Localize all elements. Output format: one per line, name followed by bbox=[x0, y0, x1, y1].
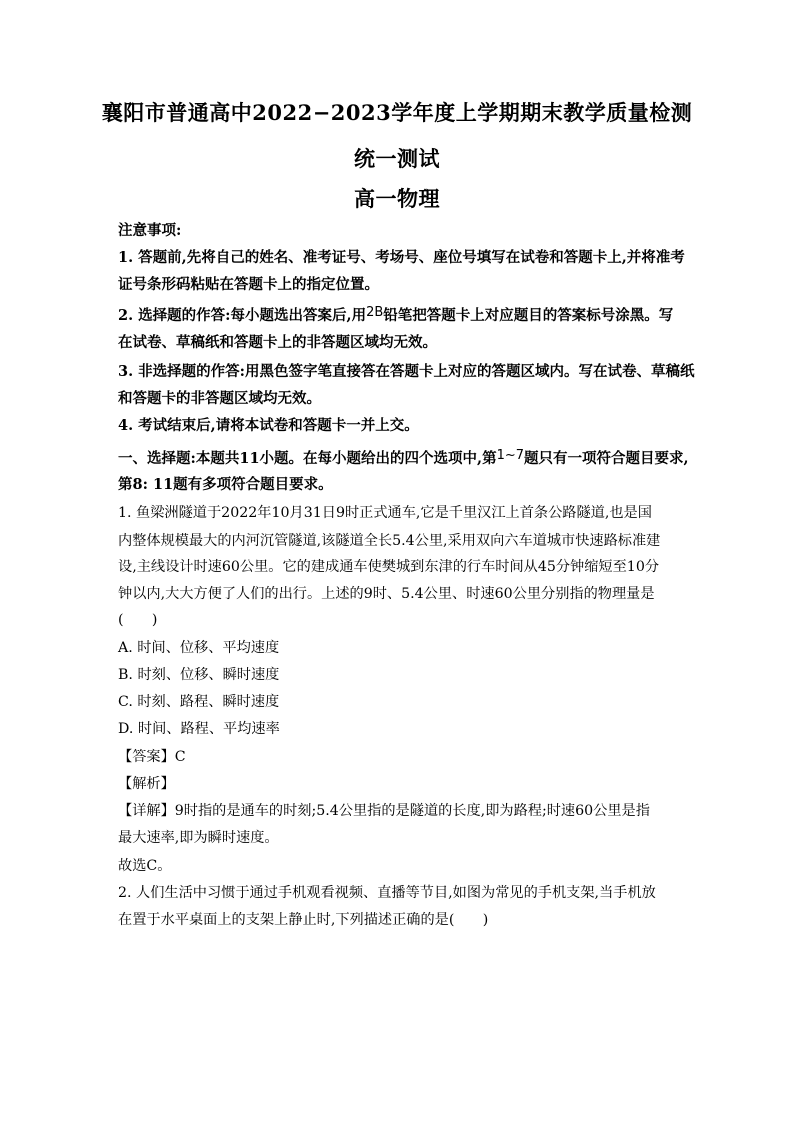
q1-line-1: 1. 鱼梁洲隧道于2022年10月31日9时正式通车,它是千里汉江上首条公路隧道,也是国 bbox=[118, 505, 652, 521]
pencil-grade: 2B bbox=[366, 305, 384, 320]
q1-conclusion: 故选C。 bbox=[118, 858, 172, 874]
section-1-note: 第8: 11题有多项符合题目要求。 bbox=[118, 476, 333, 493]
q1-option-b: B. 时刻、位移、瞬时速度 bbox=[118, 667, 280, 683]
q1-analysis-label: 【解析】 bbox=[118, 776, 175, 792]
q1-detail-1: 【详解】9时指的是通车的时刻;5.4公里指的是隧道的长度,即为路程;时速60公里是指 bbox=[118, 803, 650, 819]
q1-option-c: C. 时刻、路程、瞬时速度 bbox=[118, 694, 280, 710]
section-1-range: 1~7 bbox=[496, 448, 525, 463]
q1-option-d: D. 时间、路程、平均速率 bbox=[118, 721, 280, 737]
notice-heading: 注意事项: bbox=[118, 222, 182, 239]
section-1-post: 题只有一项符合题目要求, bbox=[524, 450, 689, 467]
q1-detail-2: 最大速率,即为瞬时速度。 bbox=[118, 830, 279, 846]
exam-subject: 高一物理 bbox=[354, 186, 440, 211]
section-1-pre: 一、选择题:本题共11小题。在每小题给出的四个选项中,第 bbox=[118, 450, 497, 467]
notice-item-1b: 证号条形码粘贴在答题卡上的指定位置。 bbox=[118, 276, 379, 293]
notice-item-4: 4. 考试结束后,请将本试卷和答题卡一并上交。 bbox=[118, 417, 419, 434]
q1-paren: ( ) bbox=[118, 612, 158, 628]
exam-subtitle: 统一测试 bbox=[354, 146, 440, 171]
q1-answer: 【答案】C bbox=[118, 749, 186, 765]
q2-line-1: 2. 人们生活中习惯于通过手机观看视频、直播等节目,如图为常见的手机支架,当手机放 bbox=[118, 885, 656, 901]
notice-item-3b: 和答题卡的非答题区域均无效。 bbox=[118, 390, 321, 407]
notice-item-2-pre: 2. 选择题的作答:每小题选出答案后,用 bbox=[118, 307, 367, 324]
exam-title: 襄阳市普通高中2022−2023学年度上学期期末教学质量检测 bbox=[101, 100, 693, 125]
notice-item-1a: 1. 答题前,先将自己的姓名、准考证号、考场号、座位号填写在试卷和答题卡上,并将准考 bbox=[118, 249, 685, 266]
q1-line-4: 钟以内,大大方便了人们的出行。上述的9时、5.4公里、时速60公里分别指的物理量是 bbox=[118, 586, 655, 602]
q1-option-a: A. 时间、位移、平均速度 bbox=[118, 640, 280, 656]
q1-line-3: 设,主线设计时速60公里。它的建成通车使樊城到东津的行车时间从45分钟缩短至10分 bbox=[118, 559, 660, 575]
section-1-intro bbox=[118, 449, 689, 470]
q2-line-2: 在置于水平桌面上的支架上静止时,下列描述正确的是( ) bbox=[118, 912, 489, 928]
notice-item-3a: 3. 非选择题的作答:用黑色签字笔直接答在答题卡上对应的答题区域内。写在试卷、草稿纸 bbox=[118, 363, 695, 380]
q1-line-2: 内整体规模最大的内河沉管隧道,该隧道全长5.4公里,采用双向六车道城市快速路标准建 bbox=[118, 533, 661, 549]
notice-item-2a bbox=[118, 306, 673, 327]
notice-item-2-post: 铅笔把答题卡上对应题目的答案标号涂黑。写 bbox=[383, 307, 674, 324]
notice-item-2b: 在试卷、草稿纸和答题卡上的非答题区域均无效。 bbox=[118, 334, 437, 351]
